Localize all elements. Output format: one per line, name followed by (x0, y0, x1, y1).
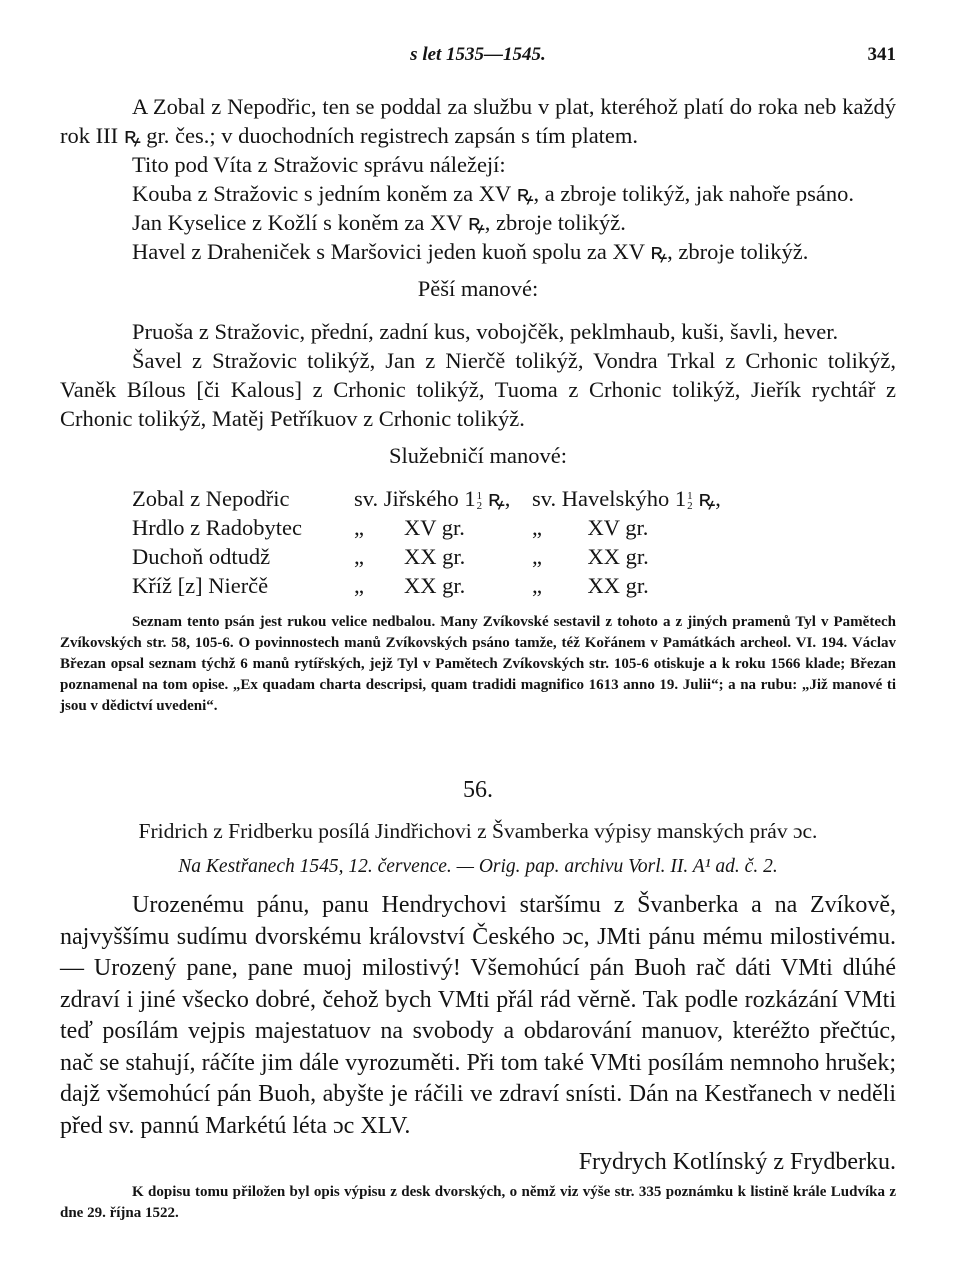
footnote-dopis: K dopisu tomu přiložen byl opis výpisu z desk dvorských, o němž viz výše str. 335 poznámku k listině krále Ludvíka z dne 29. října 1522. (60, 1184, 896, 1221)
roster-amount (354, 484, 532, 513)
fraction-denominator: 2 (476, 499, 483, 512)
letter-body: Urozenému pánu, panu Hendrychovi staršímu z Švanberka a na Zvíkově, najvyššímu sudímu dvorskému království Českého ɔc, JMti pánu mému milostivému. — Urozený pane, pane muoj milostivý! Všemohúcí pán Buoh rač dáti VMti dlúhé zdraví i jiné všecko dobré, čehož bych VMti přál rád věrně. Tak podle rozkázání VMti teď posílám vejpis majestatuov na svobody a obdarování manuov, kteréžto přečtúc, nač se stahují, ráčíte jim dále vyrozuměti. Při tom také VMti posílám nemnoho hrušek; dajž všemohúcí pán Buoh, abyšte je ráčili ve zdraví snísti. Dán na Kestřanech v neděli před sv. pannú Markétú léta ɔc XLV. (60, 892, 896, 1139)
heading-sluzebnici-manove: Služebničí manové: (388, 443, 568, 468)
fraction-numerator: 1 (687, 489, 693, 502)
ditto-mark: „ (354, 544, 364, 569)
fraction-denominator: 2 (687, 499, 693, 512)
roster-amount (532, 484, 721, 513)
footnote-seznam: Seznam tento psán jest rukou velice nedbalou. Many Zvíkovské sestavil z tohoto a z jiných pramenů Tyl v Pamětech Zvíkovských str. 58, 105-6. O povinnostech manů Zvíkovských psáno tamže, též Kořánem v Památkách archeol. VI. 194. Václav Březan opsal seznam týchž 6 manů rytířských, jejž Tyl v Pamětech Zvíkovských str. 105-6 otiskuje a k roku 1566 klade; Březan poznamenal na tom opise. „Ex quadam charta descripsi, quam tradidi magnifico 1613 anno 19. Julii“; a na rubu: „Již manové ti jsou v dědictví uvedeni“. (60, 614, 896, 714)
roster-name: Zobal z Nepodřic (132, 486, 290, 511)
document-number: 56. (463, 777, 493, 803)
document-title: Fridrich z Fridberku posílá Jindřichovi z Švamberka výpisy manských práv ɔc. (138, 819, 818, 843)
letter-signature: Frydrych Kotlínský z Frydberku. (578, 1149, 896, 1175)
roster-amount: XV gr. (404, 515, 465, 540)
page-body (60, 92, 896, 1224)
ditto-mark: „ (532, 515, 542, 540)
ditto-mark: „ (532, 544, 542, 569)
paragraph-vit-list-intro: Tito pod Víta z Stražovic správu náležejí: (132, 152, 506, 177)
table-row (132, 571, 721, 600)
ditto-mark: „ (354, 515, 364, 540)
paragraph-havel: Havel z Draheniček s Maršovici jeden kuoň spolu za XV ꝶ, zbroje tolikýž. (132, 239, 809, 264)
roster-amount: XV gr. (587, 515, 649, 540)
page-number: 341 (867, 44, 896, 65)
heading-pesi-manove: Pěší manové: (417, 276, 539, 301)
running-title: s let 1535—1545. (410, 44, 546, 65)
table-row (132, 484, 721, 513)
fraction-numerator: 1 (476, 489, 483, 502)
roster-table (132, 484, 721, 600)
paragraph-kouba: Kouba z Stražovic s jedním koněm za XV ꝶ, a zbroje tolikýž, jak nahoře psáno. (132, 181, 854, 206)
roster-name: Duchoň odtudž (132, 544, 271, 569)
table-row (132, 542, 721, 571)
roster-name: Kříž [z] Nierčě (132, 573, 269, 598)
paragraph-savel: Šavel z Stražovic tolikýž, Jan z Nierčě tolikýž, Vondra Trkal z Crhonic tolikýž, Vaněk Bílous [či Kalous] z Crhonic tolikýž, Tuoma z Crhonic tolikýž, Jieřík rychtář z Crhonic tolikýž, Matěj Petříkuov z Crhonic tolikýž. (60, 348, 896, 431)
page-header (60, 44, 896, 72)
roster-amount: XX gr. (587, 544, 649, 569)
paragraph-pruosa: Pruoša z Stražovic, přední, zadní kus, vobojčěk, peklmhaub, kuši, šavli, hever. (132, 319, 839, 344)
table-row (132, 513, 721, 542)
document-dateline: Na Kestřanech 1545, 12. července. — Orig. pap. archivu Vorl. II. A¹ ad. č. 2. (178, 856, 778, 877)
paragraph-zobal: A Zobal z Nepodřic, ten se poddal za službu v plat, kteréhož platí do roka neb každý rok III ꝶ gr. čes.; v duochodních registrech zapsán s tím platem. (60, 94, 896, 148)
roster-amount-text: sv. Havelskýho 1 (532, 486, 687, 511)
ditto-mark: „ (354, 573, 364, 598)
roster-amount-unit: ꝶ, (698, 486, 721, 511)
roster-amount-unit: ꝶ, (487, 486, 511, 511)
fraction (477, 491, 483, 511)
roster-amount: XX gr. (404, 544, 466, 569)
roster-amount-text: sv. Jiřského 1 (354, 486, 476, 511)
roster-amount: XX gr. (404, 573, 466, 598)
ditto-mark: „ (532, 573, 542, 598)
roster-amount: XX gr. (587, 573, 649, 598)
paragraph-kyselice: Jan Kyselice z Kožlí s koněm za XV ꝶ, zbroje tolikýž. (132, 210, 626, 235)
roster-name: Hrdlo z Radobytec (132, 515, 302, 540)
fraction (687, 491, 693, 511)
